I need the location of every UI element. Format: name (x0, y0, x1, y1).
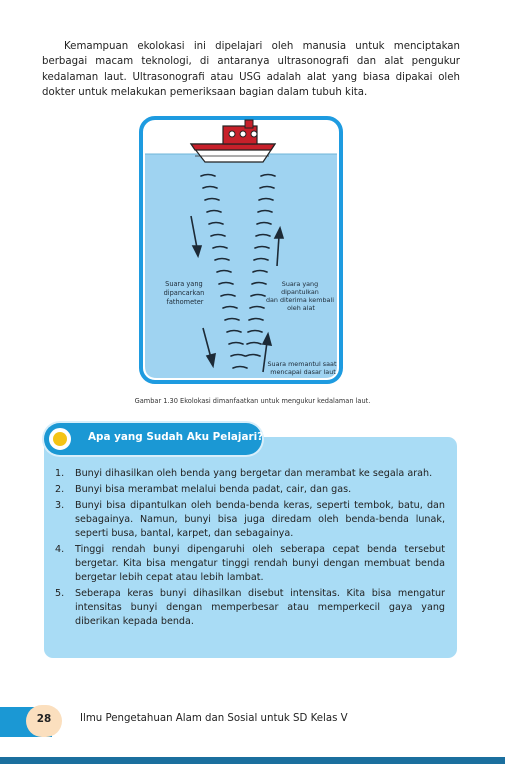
list-item: 1. Bunyi dihasilkan oleh benda yang bergetar dan merambat ke segala arah. (55, 468, 433, 479)
sea-area (145, 154, 337, 378)
list-item: 4. Tinggi rendah bunyi dipengaruhi oleh seberapa cepat benda tersebut bergetar. Kita bisa mengatur tinggi rendah bunyi dengan membuat benda bergetar lebih cepat atau lebih lambat. (55, 543, 445, 584)
emitted-sound-label: Suara yang dipancarkan fathometer (163, 280, 205, 306)
page-number: 28 (36, 713, 52, 725)
list-item: 5. Seberapa keras bunyi dihasilkan disebut intensitas. Kita bisa mengatur intensitas bunyi dengan memperbesar atau memperkecil gaya yang diberikan kepada benda. (55, 588, 445, 628)
summary-header-badge (44, 423, 262, 455)
seabed-reflection-label: Suara memantul saat mencapai dasar laut (267, 360, 337, 376)
echolocation-figure (139, 116, 343, 384)
figure-caption: Gambar 1.30 Ekolokasi dimanfaatkan untuk mengukur kedalaman laut. (134, 397, 371, 405)
summary-list (55, 467, 445, 631)
lightbulb-icon (47, 426, 73, 452)
reflected-sound-label: Suara yang dipantulkan dan diterima kembali oleh alat (265, 280, 335, 312)
intro-paragraph: Kemampuan ekolokasi ini dipelajari oleh manusia untuk menciptakan berbagai macam teknologi, di antaranya ultrasonografi dan alat pengukur kedalaman laut. Ultrasonografi atau USG adalah alat yang biasa dipakai oleh dokter untuk melakukan pemeriksaan bagian dalam tubuh kita. (42, 41, 460, 98)
book-title: Ilmu Pengetahuan Alam dan Sosial untuk SD Kelas V (80, 713, 348, 724)
bottom-bar (0, 757, 505, 764)
list-item: 2. Bunyi bisa merambat melalui benda padat, cair, dan gas. (55, 483, 352, 495)
list-item: 3. Bunyi bisa dipantulkan oleh benda-benda keras, seperti tembok, batu, dan sebagainya. Namun, bunyi bisa juga diredam oleh benda-benda lunak, seperti busa, bantal, karpet, dan sebagainya. (55, 499, 445, 539)
summary-title: Apa yang Sudah Aku Pelajari? (88, 431, 264, 443)
